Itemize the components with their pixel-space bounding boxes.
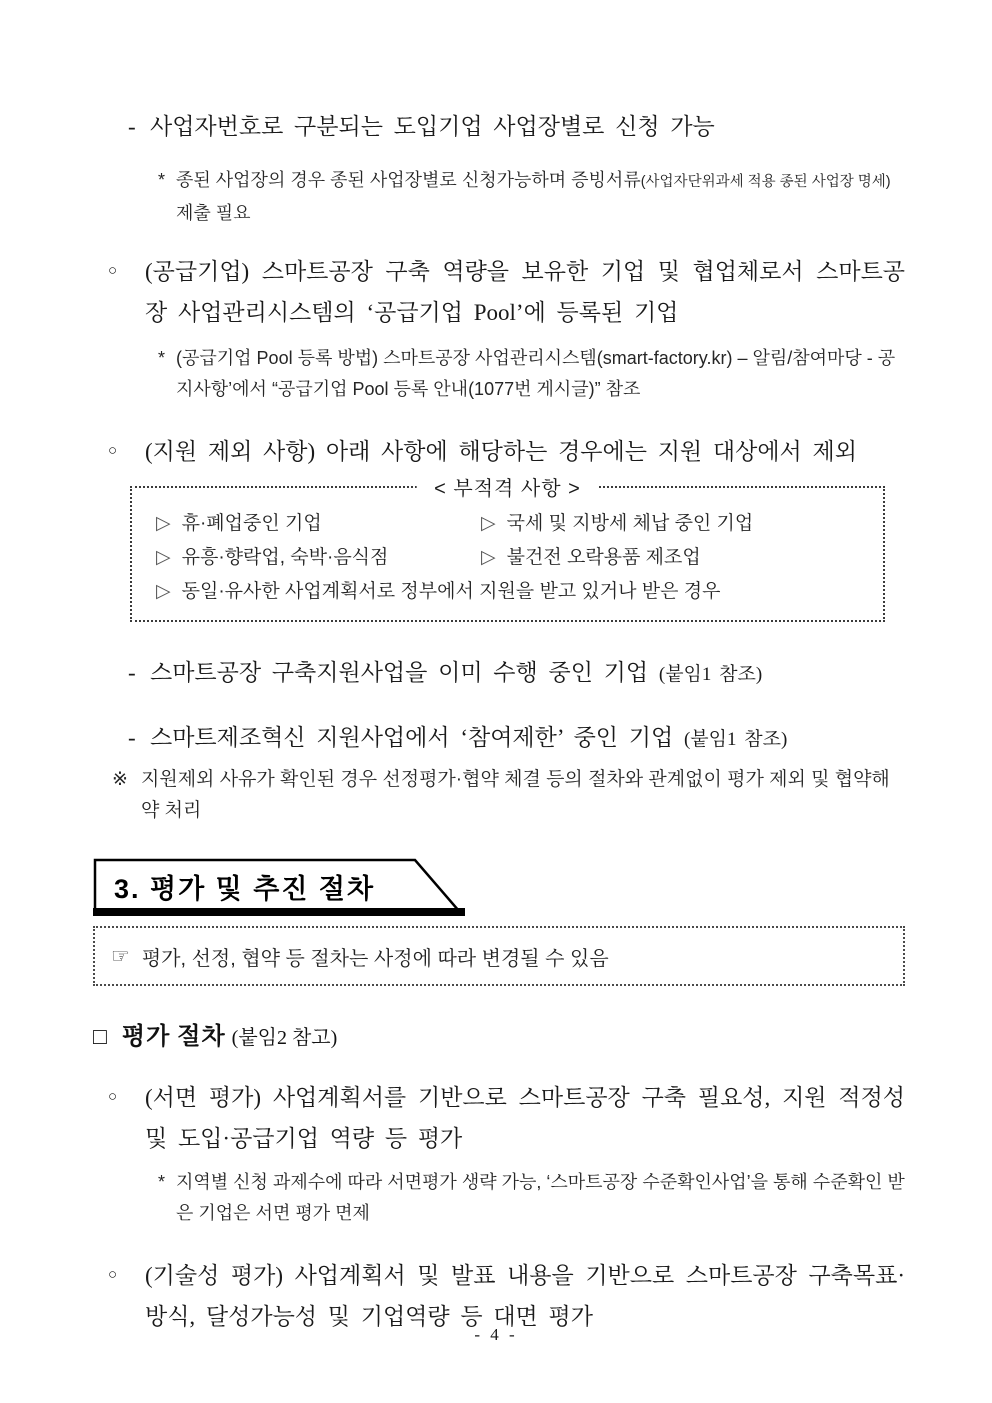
dash-bullet-icon: -	[128, 725, 136, 750]
disqualification-item-text: 국세 및 지방세 체납 중인 기업	[506, 513, 754, 534]
disqualification-item-text: 휴·폐업중인 기업	[181, 513, 322, 534]
dash-bullet-icon: -	[128, 660, 136, 685]
reference-note-text: 지원제외 사유가 확인된 경우 선정평가·협약 체결 등의 절차와 관계없이 평가 제외 및 협약해약 처리	[141, 769, 890, 821]
dash-bullet-icon: -	[128, 114, 136, 139]
attachment-ref: (붙임1 참조)	[658, 664, 763, 685]
circle-bullet-icon: ○	[108, 263, 118, 279]
triangle-bullet-icon: ▷	[481, 513, 496, 534]
disqualification-box-title: < 부적격 사항 >	[416, 472, 599, 506]
reference-note-exclusion	[112, 764, 905, 826]
section-3-title: 3. 평가 및 추진 절차	[114, 874, 376, 904]
bullet-item-business-number	[128, 106, 905, 147]
evaluation-procedure-heading	[93, 1016, 905, 1051]
bullet-item-text	[150, 652, 905, 695]
disqualification-cell	[156, 541, 481, 575]
triangle-bullet-icon: ▷	[156, 513, 171, 534]
disqualification-cell	[481, 541, 701, 575]
bullet-item-text: (서면 평가) 사업계획서를 기반으로 스마트공장 구축 필요성, 지원 적정성 및 도입·공급기업 역량 등 평가	[145, 1085, 905, 1151]
footnote-branch-workplace	[158, 165, 905, 229]
square-bullet-icon: □	[93, 1024, 107, 1049]
footnote-supplier-pool	[158, 343, 905, 405]
bullet-item-text	[150, 717, 905, 760]
asterisk-icon: *	[158, 348, 166, 368]
attachment-ref: (붙임2 참고)	[231, 1027, 338, 1049]
circle-bullet-icon: ○	[108, 443, 118, 459]
triangle-bullet-icon: ▷	[481, 547, 496, 568]
footnote-text	[176, 165, 905, 229]
disqualification-box	[130, 478, 885, 622]
section-3-banner	[93, 858, 465, 916]
page-number: - 4 -	[474, 1325, 518, 1344]
footnote-text: (공급기업 Pool 등록 방법) 스마트공장 사업관리시스템(smart-factory.kr) – 알림/참여마당 - 공지사항’에서 “공급기업 Pool 등록 안내(1077번 게시글)” 참조	[176, 348, 896, 399]
procedure-notice-text: 평가, 선정, 협약 등 절차는 사정에 따라 변경될 수 있음	[141, 948, 609, 970]
asterisk-icon: *	[158, 1172, 166, 1192]
bullet-item-participation-restricted	[128, 717, 905, 760]
bullet-item-supplier	[108, 251, 905, 333]
disqualification-cell	[156, 575, 720, 609]
footnote-tail: 제출 필요	[176, 203, 251, 223]
circle-bullet-icon: ○	[108, 1089, 118, 1105]
procedure-notice-box	[93, 926, 905, 986]
triangle-bullet-icon: ▷	[156, 547, 171, 568]
disqualification-item-text: 불건전 오락용품 제조업	[506, 547, 701, 568]
bullet-item-text: (지원 제외 사항) 아래 사항에 해당하는 경우에는 지원 대상에서 제외	[145, 439, 857, 464]
disqualification-cell	[481, 507, 753, 541]
bullet-item-text: (공급기업) 스마트공장 구축 역량을 보유한 기업 및 협업체로서 스마트공장 사업관리시스템의 ‘공급기업 Pool’에 등록된 기업	[145, 259, 905, 325]
bullet-item-document-evaluation	[108, 1077, 905, 1159]
footnote-regional-tasks	[158, 1167, 905, 1229]
bullet-item-exclusion	[108, 431, 905, 472]
disqualification-cell	[156, 507, 481, 541]
disqualification-row	[156, 541, 869, 575]
disqualification-item-text: 동일·유사한 사업계획서로 정부에서 지원을 받고 있거나 받은 경우	[181, 581, 721, 602]
evaluation-heading-title: 평가 절차	[121, 1024, 226, 1050]
disqualification-row	[156, 507, 869, 541]
bullet-item-already-performing	[128, 652, 905, 695]
footnote-main: 종된 사업장의 경우 종된 사업장별로 신청가능하며 증빙서류	[176, 170, 641, 190]
asterisk-icon: *	[158, 170, 166, 190]
bullet-item-text: 사업자번호로 구분되는 도입기업 사업장별로 신청 가능	[150, 114, 715, 139]
footnote-small-paren: (사업자단위과세 적용 종된 사업장 명세)	[640, 174, 891, 190]
disqualification-row	[156, 575, 869, 609]
circle-bullet-icon: ○	[108, 1267, 118, 1283]
reference-mark-icon: ※	[112, 769, 128, 790]
attachment-ref: (붙임1 참조)	[683, 729, 788, 750]
pointing-hand-icon: ☞	[111, 945, 130, 968]
bullet-item-text: (기술성 평가) 사업계획서 및 발표 내용을 기반으로 스마트공장 구축목표·방식, 달성가능성 및 기업역량 등 대면 평가	[145, 1263, 905, 1329]
bullet-main-text: 스마트공장 구축지원사업을 이미 수행 중인 기업	[150, 660, 659, 685]
bullet-main-text: 스마트제조혁신 지원사업에서 ‘참여제한’ 중인 기업	[150, 725, 684, 750]
disqualification-item-text: 유흥·향락업, 숙박·음식점	[181, 547, 389, 568]
triangle-bullet-icon: ▷	[156, 581, 171, 602]
footnote-text: 지역별 신청 과제수에 따라 서면평가 생략 가능, ‘스마트공장 수준확인사업’을 통해 수준확인 받은 기업은 서면 평가 면제	[176, 1172, 905, 1223]
